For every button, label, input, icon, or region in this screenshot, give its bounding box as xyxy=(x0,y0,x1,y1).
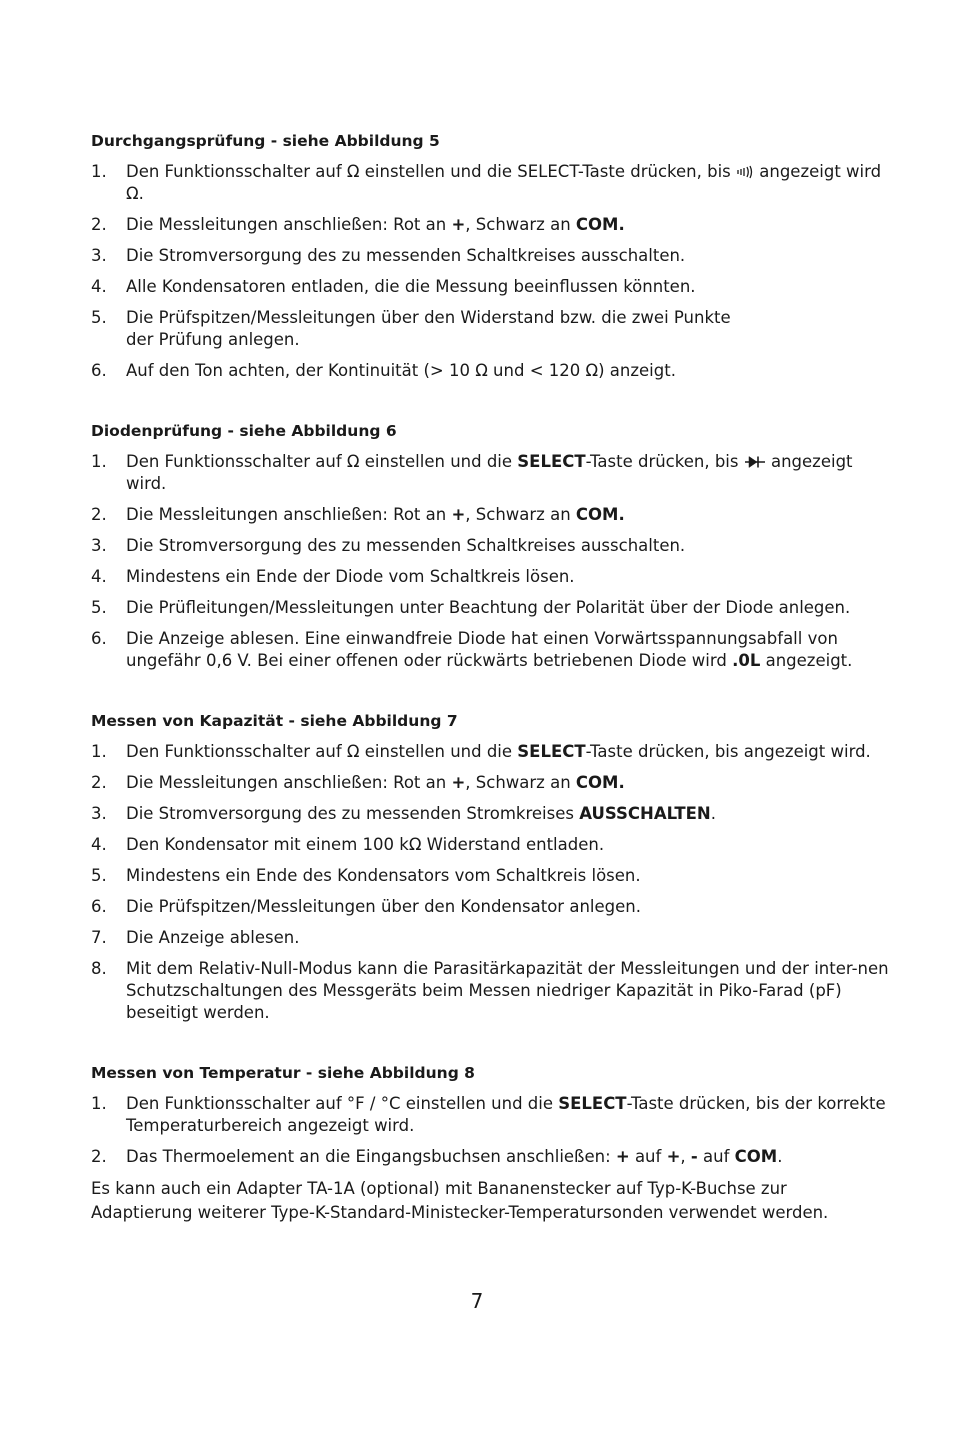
text-run: Die Stromversorgung des zu messenden Stromkreises xyxy=(126,804,580,823)
section-heading: Messen von Kapazität - siehe Abbildung 7 xyxy=(91,712,458,730)
bold-text: COM xyxy=(734,1147,778,1166)
list-item xyxy=(91,245,891,267)
step-number: 5. xyxy=(91,308,107,327)
text-run: Die Anzeige ablesen. xyxy=(126,928,300,947)
step-text xyxy=(126,566,891,588)
section-temperature xyxy=(91,1063,891,1225)
text-run: Die Messleitungen anschließen: Rot an xyxy=(126,505,452,524)
bold-text: AUSSCHALTEN xyxy=(579,804,711,823)
list-item xyxy=(91,834,891,856)
step-number: 3. xyxy=(91,246,107,265)
step-text xyxy=(126,834,891,856)
step-number: 2. xyxy=(91,505,107,524)
step-list xyxy=(91,1093,891,1168)
bold-text: SELECT xyxy=(517,452,586,471)
list-item xyxy=(91,628,891,672)
step-number: 1. xyxy=(91,1094,107,1113)
bold-text: + xyxy=(451,773,466,792)
text-run: Alle Kondensatoren entladen, die die Messung beeinflussen könnten. xyxy=(126,277,696,296)
step-text xyxy=(126,1093,891,1137)
step-text xyxy=(126,161,891,205)
step-text xyxy=(126,451,891,495)
text-run: Das Thermoelement an die Eingangsbuchsen anschließen: xyxy=(126,1147,616,1166)
step-text xyxy=(126,245,891,267)
text-run: Den Funktionsschalter auf Ω einstellen und die xyxy=(126,742,518,761)
text-run: Mindestens ein Ende des Kondensators vom Schaltkreis lösen. xyxy=(126,866,641,885)
list-item xyxy=(91,741,891,763)
text-run: Die Stromversorgung des zu messenden Schaltkreises ausschalten. xyxy=(126,246,686,265)
text-run: auf xyxy=(697,1147,735,1166)
text-run: , xyxy=(680,1147,691,1166)
text-run: -Taste drücken, bis der korrekte Temperaturbereich angezeigt wird. xyxy=(126,1094,886,1135)
step-text xyxy=(126,741,891,763)
step-number: 1. xyxy=(91,452,107,471)
text-run: Die Prüfspitzen/Messleitungen über den Kondensator anlegen. xyxy=(126,897,641,916)
temperature-note: Es kann auch ein Adapter TA-1A (optional) mit Bananenstecker auf Typ-K-Buchse zur Adaptierung weiterer Type-K-Standard-Ministecker-Temperatursonden verwendet werden. xyxy=(91,1179,829,1222)
step-text xyxy=(126,628,891,672)
step-number: 2. xyxy=(91,215,107,234)
bold-text: .0L xyxy=(732,651,761,670)
text-run: Mit dem Relativ-Null-Modus kann die Parasitärkapazität der Messleitungen und der inter-nen Schutzschaltungen des Messgeräts beim Messen niedriger Kapazität in Piko-Farad (pF) beseitigt werden. xyxy=(126,959,889,1022)
step-number: 8. xyxy=(91,959,107,978)
text-run: der Prüfung anlegen. xyxy=(126,330,300,349)
text-run: Die Stromversorgung des zu messenden Schaltkreises ausschalten. xyxy=(126,536,686,555)
step-list xyxy=(91,451,891,672)
document-body xyxy=(91,131,891,1225)
step-text xyxy=(126,535,891,557)
bold-text: COM. xyxy=(575,215,625,234)
step-number: 1. xyxy=(91,162,107,181)
section-continuity xyxy=(91,131,891,382)
text-run: Den Funktionsschalter auf Ω einstellen und die SELECT-Taste drücken, bis xyxy=(126,162,737,181)
diode-icon xyxy=(744,452,766,471)
list-item xyxy=(91,772,891,794)
step-text xyxy=(126,360,891,382)
step-number: 6. xyxy=(91,629,107,648)
step-number: 4. xyxy=(91,835,107,854)
list-item xyxy=(91,535,891,557)
list-item xyxy=(91,161,891,205)
section-capacitance xyxy=(91,711,891,1024)
list-item xyxy=(91,360,891,382)
list-item xyxy=(91,566,891,588)
bold-text: + xyxy=(615,1147,630,1166)
step-text xyxy=(126,307,891,351)
text-run: Auf den Ton achten, der Kontinuität (> 10 Ω und < 120 Ω) anzeigt. xyxy=(126,361,676,380)
text-run: Die Anzeige ablesen. Eine einwandfreie Diode hat einen Vorwärtsspannungsabfall von ungefähr 0,6 V. Bei einer offenen oder rückwärts betriebenen Diode wird xyxy=(126,629,838,670)
text-run: Die Prüfleitungen/Messleitungen unter Beachtung der Polarität über der Diode anlegen. xyxy=(126,598,851,617)
step-number: 4. xyxy=(91,277,107,296)
list-item xyxy=(91,865,891,887)
text-run: angezeigt wird. xyxy=(126,452,853,493)
step-number: 1. xyxy=(91,742,107,761)
step-number: 7. xyxy=(91,928,107,947)
page-number: 7 xyxy=(470,1289,484,1313)
step-number: 5. xyxy=(91,598,107,617)
text-run: Den Kondensator mit einem 100 kΩ Widerstand entladen. xyxy=(126,835,605,854)
list-item xyxy=(91,1093,891,1137)
text-run: angezeigt wird Ω. xyxy=(126,162,882,203)
step-text xyxy=(126,896,891,918)
step-number: 2. xyxy=(91,773,107,792)
section-diode xyxy=(91,421,891,672)
step-text xyxy=(126,504,891,526)
step-text xyxy=(126,276,891,298)
step-text xyxy=(126,803,891,825)
step-number: 2. xyxy=(91,1147,107,1166)
step-text xyxy=(126,927,891,949)
bold-text: - xyxy=(690,1147,698,1166)
section-heading: Messen von Temperatur - siehe Abbildung 8 xyxy=(91,1064,475,1082)
bold-text: SELECT xyxy=(517,742,586,761)
text-run: -Taste drücken, bis angezeigt wird. xyxy=(585,742,871,761)
step-list xyxy=(91,741,891,1024)
text-run: Die Messleitungen anschließen: Rot an xyxy=(126,215,452,234)
bold-text: + xyxy=(451,505,466,524)
list-item xyxy=(91,276,891,298)
list-item xyxy=(91,896,891,918)
step-text xyxy=(126,214,891,236)
beeper-icon xyxy=(736,162,754,181)
text-run: , Schwarz an xyxy=(465,215,576,234)
list-item xyxy=(91,958,891,1024)
step-list xyxy=(91,161,891,382)
section-heading: Durchgangsprüfung - siehe Abbildung 5 xyxy=(91,132,440,150)
text-run: auf xyxy=(629,1147,667,1166)
text-run: Den Funktionsschalter auf °F / °C einstellen und die xyxy=(126,1094,559,1113)
text-run: Die Prüfspitzen/Messleitungen über den Widerstand bzw. die zwei Punkte xyxy=(126,308,731,327)
bold-text: SELECT xyxy=(558,1094,627,1113)
text-run: . xyxy=(777,1147,783,1166)
step-number: 3. xyxy=(91,536,107,555)
list-item xyxy=(91,597,891,619)
list-item xyxy=(91,307,891,351)
text-run: Die Messleitungen anschließen: Rot an xyxy=(126,773,452,792)
list-item xyxy=(91,803,891,825)
step-number: 6. xyxy=(91,897,107,916)
text-run: angezeigt. xyxy=(760,651,853,670)
list-item xyxy=(91,504,891,526)
step-text xyxy=(126,958,891,1024)
step-text xyxy=(126,1146,891,1168)
step-text xyxy=(126,597,891,619)
bold-text: COM. xyxy=(575,505,625,524)
step-number: 5. xyxy=(91,866,107,885)
bold-text: + xyxy=(666,1147,681,1166)
bold-text: COM. xyxy=(575,773,625,792)
text-run: , Schwarz an xyxy=(465,505,576,524)
text-run: , Schwarz an xyxy=(465,773,576,792)
bold-text: + xyxy=(451,215,466,234)
step-text xyxy=(126,865,891,887)
step-number: 6. xyxy=(91,361,107,380)
list-item xyxy=(91,214,891,236)
list-item xyxy=(91,927,891,949)
text-run: Mindestens ein Ende der Diode vom Schaltkreis lösen. xyxy=(126,567,575,586)
text-run: -Taste drücken, bis xyxy=(585,452,744,471)
list-item xyxy=(91,451,891,495)
list-item xyxy=(91,1146,891,1168)
section-heading: Diodenprüfung - siehe Abbildung 6 xyxy=(91,422,397,440)
text-run: Den Funktionsschalter auf Ω einstellen und die xyxy=(126,452,518,471)
step-text xyxy=(126,772,891,794)
text-run: . xyxy=(710,804,716,823)
step-number: 4. xyxy=(91,567,107,586)
step-number: 3. xyxy=(91,804,107,823)
